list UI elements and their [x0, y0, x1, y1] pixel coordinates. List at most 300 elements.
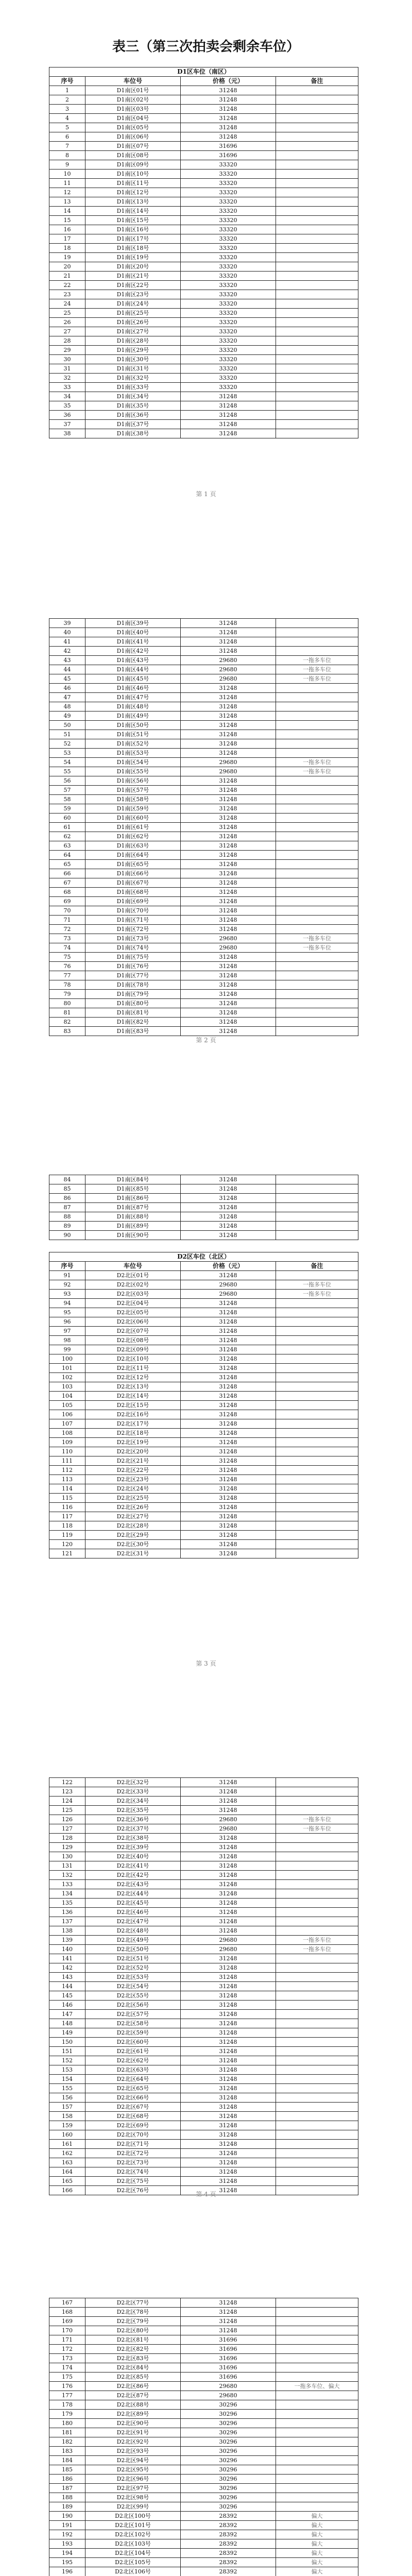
cell-price: 31248 [181, 721, 276, 730]
cell-id: D1南区49号 [85, 711, 181, 721]
cell-note [276, 2456, 358, 2465]
cell-no: 35 [49, 401, 85, 411]
cell-price: 31248 [181, 2112, 276, 2121]
cell-no: 196 [49, 2567, 85, 2576]
cell-price: 33320 [181, 364, 276, 374]
cell-id: D1南区59号 [85, 804, 181, 814]
table-row [49, 1540, 358, 1549]
cell-no: 147 [49, 2010, 85, 2019]
cell-id: D1南区71号 [85, 916, 181, 925]
cell-no: 185 [49, 2465, 85, 2475]
table-row [49, 401, 358, 411]
cell-id: D1南区19号 [85, 253, 181, 262]
cell-id: D2北区94号 [85, 2456, 181, 2465]
cell-id: D1南区82号 [85, 1018, 181, 1027]
table-row [49, 2010, 358, 2019]
cell-no: 130 [49, 1852, 85, 1861]
table-row [49, 693, 358, 702]
cell-note [276, 2502, 358, 2512]
document-title: 表三（第三次拍卖会剩余车位） [112, 39, 300, 55]
cell-id: D2北区18号 [85, 1429, 181, 1438]
cell-no: 100 [49, 1354, 85, 1364]
cell-price: 31248 [181, 1834, 276, 1843]
table-row [49, 123, 358, 132]
table-row [49, 429, 358, 438]
cell-note [276, 1512, 358, 1521]
cell-note [276, 2428, 358, 2437]
cell-no: 191 [49, 2521, 85, 2530]
table-row [49, 971, 358, 980]
cell-id: D1南区43号 [85, 656, 181, 665]
cell-price: 31248 [181, 2019, 276, 2028]
cell-id: D1南区40号 [85, 628, 181, 637]
cell-id: D1南区80号 [85, 999, 181, 1008]
cell-note [276, 1364, 358, 1373]
cell-price: 28392 [181, 2549, 276, 2558]
table-row [49, 1797, 358, 1806]
table-row [49, 1345, 358, 1354]
cell-note [276, 1871, 358, 1880]
cell-note: 偏大 [276, 2549, 358, 2558]
table-row [49, 188, 358, 197]
cell-price: 31696 [181, 2354, 276, 2363]
cell-price: 30296 [181, 2447, 276, 2456]
cell-id: D2北区104号 [85, 2549, 181, 2558]
cell-id: D1南区45号 [85, 674, 181, 684]
cell-note [276, 2093, 358, 2103]
cell-note [276, 429, 358, 438]
cell-price: 31248 [181, 693, 276, 702]
cell-no: 68 [49, 888, 85, 897]
table-row [49, 1194, 358, 1203]
table-row [49, 1008, 358, 1018]
cell-note [276, 420, 358, 429]
cell-id: D1南区72号 [85, 925, 181, 934]
cell-price: 33320 [181, 383, 276, 392]
cell-price: 31248 [181, 916, 276, 925]
cell-note [276, 2084, 358, 2093]
cell-note [276, 619, 358, 628]
table-row [49, 2521, 358, 2530]
table-row [49, 1778, 358, 1787]
cell-no: 186 [49, 2475, 85, 2484]
table-row [49, 2558, 358, 2567]
cell-no: 45 [49, 674, 85, 684]
cell-note [276, 1880, 358, 1889]
table-row [49, 151, 358, 160]
cell-no: 30 [49, 355, 85, 364]
cell-no: 54 [49, 758, 85, 767]
cell-no: 110 [49, 1447, 85, 1456]
cell-no: 36 [49, 411, 85, 420]
cell-note [276, 1008, 358, 1018]
cell-no: 85 [49, 1184, 85, 1194]
cell-id: D2北区70号 [85, 2130, 181, 2140]
cell-no: 99 [49, 1345, 85, 1354]
cell-note [276, 851, 358, 860]
cell-id: D1南区51号 [85, 730, 181, 739]
cell-note: 一拖多车位 [276, 674, 358, 684]
cell-no: 101 [49, 1364, 85, 1373]
cell-price: 31248 [181, 2001, 276, 2010]
cell-no: 169 [49, 2317, 85, 2326]
cell-no: 155 [49, 2084, 85, 2093]
cell-note [276, 1787, 358, 1797]
cell-no: 7 [49, 142, 85, 151]
cell-id: D1南区02号 [85, 95, 181, 105]
cell-price: 31248 [181, 1354, 276, 1364]
cell-note [276, 647, 358, 656]
cell-no: 19 [49, 253, 85, 262]
table-row [49, 1852, 358, 1861]
cell-no: 107 [49, 1419, 85, 1429]
cell-price: 31696 [181, 2372, 276, 2382]
cell-note [276, 86, 358, 95]
cell-price: 29680 [181, 758, 276, 767]
cell-note [276, 2484, 358, 2493]
cell-no: 156 [49, 2093, 85, 2103]
table-row [49, 1475, 358, 1484]
cell-no: 25 [49, 309, 85, 318]
cell-id: D2北区67号 [85, 2103, 181, 2112]
cell-id: D2北区48号 [85, 1926, 181, 1936]
cell-price: 31248 [181, 1212, 276, 1222]
cell-no: 120 [49, 1540, 85, 1549]
cell-no: 88 [49, 1212, 85, 1222]
table-row [49, 2391, 358, 2400]
cell-no: 12 [49, 188, 85, 197]
cell-id: D2北区84号 [85, 2363, 181, 2372]
table-row [49, 628, 358, 637]
cell-price: 31248 [181, 2093, 276, 2103]
cell-price: 31248 [181, 429, 276, 438]
cell-price: 33320 [181, 346, 276, 355]
cell-no: 3 [49, 105, 85, 114]
cell-price: 31248 [181, 2186, 276, 2195]
cell-note [276, 1456, 358, 1466]
cell-no: 84 [49, 1175, 85, 1184]
cell-no: 114 [49, 1484, 85, 1494]
table-row [49, 1212, 358, 1222]
cell-note [276, 2372, 358, 2382]
cell-id: D1南区70号 [85, 906, 181, 916]
cell-note [276, 971, 358, 980]
cell-id: D2北区79号 [85, 2317, 181, 2326]
cell-price: 31248 [181, 1926, 276, 1936]
table-row [49, 272, 358, 281]
table-row [49, 2363, 358, 2372]
table-row [49, 374, 358, 383]
cell-note [276, 1778, 358, 1787]
table-row [49, 980, 358, 990]
cell-note [276, 832, 358, 841]
cell-id: D2北区50号 [85, 1945, 181, 1954]
cell-id: D1南区46号 [85, 684, 181, 693]
cell-id: D1南区30号 [85, 355, 181, 364]
cell-note [276, 1908, 358, 1917]
cell-note [276, 170, 358, 179]
cell-no: 60 [49, 814, 85, 823]
cell-note [276, 739, 358, 749]
cell-note [276, 2140, 358, 2149]
cell-no: 166 [49, 2186, 85, 2195]
cell-note [276, 2038, 358, 2047]
cell-price: 31248 [181, 1494, 276, 1503]
table-row [49, 832, 358, 841]
table-row [49, 2001, 358, 2010]
table-row [49, 637, 358, 647]
cell-id: D1南区11号 [85, 179, 181, 188]
cell-price: 31248 [181, 906, 276, 916]
table-row [49, 2177, 358, 2186]
cell-price: 31248 [181, 1549, 276, 1558]
cell-id: D2北区83号 [85, 2354, 181, 2363]
table-row [49, 2317, 358, 2326]
header-price: 价格（元） [181, 77, 276, 86]
cell-price: 31248 [181, 1438, 276, 1447]
table-row [49, 878, 358, 888]
cell-no: 51 [49, 730, 85, 739]
cell-note [276, 2149, 358, 2158]
cell-id: D2北区24号 [85, 1484, 181, 1494]
cell-id: D2北区45号 [85, 1899, 181, 1908]
cell-note [276, 1231, 358, 1240]
cell-id: D1南区34号 [85, 392, 181, 401]
cell-price: 33320 [181, 272, 276, 281]
table-row [49, 383, 358, 392]
table-row [49, 1880, 358, 1889]
cell-no: 34 [49, 392, 85, 401]
cell-id: D2北区04号 [85, 1299, 181, 1308]
page-5 [0, 2287, 412, 2576]
table-row [49, 804, 358, 814]
cell-note [276, 711, 358, 721]
parking-table-page-1 [49, 67, 358, 438]
cell-id: D2北区96号 [85, 2475, 181, 2484]
cell-price: 29680 [181, 767, 276, 776]
cell-no: 63 [49, 841, 85, 851]
cell-no: 47 [49, 693, 85, 702]
cell-id: D2北区89号 [85, 2410, 181, 2419]
cell-price: 31248 [181, 1373, 276, 1382]
cell-price: 31248 [181, 1175, 276, 1184]
cell-no: 165 [49, 2177, 85, 2186]
cell-note: 一拖多车位 [276, 665, 358, 674]
cell-no: 116 [49, 1503, 85, 1512]
cell-price: 28392 [181, 2567, 276, 2576]
cell-price: 31248 [181, 2121, 276, 2130]
cell-note [276, 1843, 358, 1852]
cell-note [276, 2363, 358, 2372]
cell-id: D1南区04号 [85, 114, 181, 123]
cell-note [276, 1475, 358, 1484]
cell-price: 31248 [181, 1308, 276, 1317]
table-row [49, 2167, 358, 2177]
cell-no: 82 [49, 1018, 85, 1027]
cell-id: D2北区82号 [85, 2345, 181, 2354]
cell-price: 31248 [181, 1991, 276, 2001]
cell-id: D1南区39号 [85, 619, 181, 628]
cell-price: 30296 [181, 2484, 276, 2493]
cell-price: 28392 [181, 2539, 276, 2549]
cell-price: 31248 [181, 990, 276, 999]
cell-no: 176 [49, 2382, 85, 2391]
cell-note [276, 1797, 358, 1806]
cell-id: D1南区44号 [85, 665, 181, 674]
table-row [49, 2354, 358, 2363]
cell-no: 66 [49, 869, 85, 878]
cell-no: 20 [49, 262, 85, 272]
cell-id: D1南区36号 [85, 411, 181, 420]
cell-id: D2北区32号 [85, 1778, 181, 1787]
cell-note [276, 290, 358, 299]
table-row [49, 730, 358, 739]
cell-note [276, 1212, 358, 1222]
cell-id: D2北区66号 [85, 2093, 181, 2103]
table-row [49, 1373, 358, 1382]
table-row [49, 234, 358, 244]
header-id: 车位号 [85, 1262, 181, 1271]
cell-no: 2 [49, 95, 85, 105]
cell-id: D1南区37号 [85, 420, 181, 429]
cell-no: 170 [49, 2326, 85, 2335]
cell-id: D2北区103号 [85, 2539, 181, 2549]
cell-id: D2北区90号 [85, 2419, 181, 2428]
cell-price: 31248 [181, 1512, 276, 1521]
cell-no: 14 [49, 207, 85, 216]
cell-no: 150 [49, 2038, 85, 2047]
cell-note [276, 684, 358, 693]
cell-price: 33320 [181, 309, 276, 318]
cell-price: 30296 [181, 2419, 276, 2428]
cell-id: D2北区51号 [85, 1954, 181, 1963]
cell-id: D1南区83号 [85, 1027, 181, 1036]
table-row [49, 355, 358, 364]
cell-price: 31696 [181, 142, 276, 151]
cell-no: 174 [49, 2363, 85, 2372]
table-row [49, 2038, 358, 2047]
table-row [49, 2093, 358, 2103]
cell-price: 33320 [181, 374, 276, 383]
cell-no: 48 [49, 702, 85, 711]
cell-id: D1南区78号 [85, 980, 181, 990]
cell-no: 27 [49, 327, 85, 336]
page-3 [0, 1164, 412, 1731]
table-row [49, 2475, 358, 2484]
cell-note [276, 2437, 358, 2447]
cell-id: D2北区06号 [85, 1317, 181, 1327]
cell-price: 31248 [181, 786, 276, 795]
cell-note [276, 1438, 358, 1447]
table-row [49, 2493, 358, 2502]
cell-price: 28392 [181, 2521, 276, 2530]
cell-note [276, 1861, 358, 1871]
cell-price: 30296 [181, 2456, 276, 2465]
cell-no: 33 [49, 383, 85, 392]
cell-note [276, 1926, 358, 1936]
table-row [49, 619, 358, 628]
cell-note [276, 637, 358, 647]
cell-price: 31248 [181, 2010, 276, 2019]
cell-note [276, 1184, 358, 1194]
parking-table-page-2 [49, 618, 358, 1036]
cell-no: 132 [49, 1871, 85, 1880]
cell-price: 31248 [181, 1299, 276, 1308]
cell-price: 31248 [181, 420, 276, 429]
cell-id: D1南区12号 [85, 188, 181, 197]
table-row [49, 95, 358, 105]
cell-no: 102 [49, 1373, 85, 1382]
cell-id: D2北区17号 [85, 1419, 181, 1429]
cell-id: D1南区60号 [85, 814, 181, 823]
cell-price: 31248 [181, 953, 276, 962]
table-row [49, 925, 358, 934]
cell-no: 177 [49, 2391, 85, 2400]
cell-id: D2北区52号 [85, 1963, 181, 1973]
cell-id: D2北区15号 [85, 1401, 181, 1410]
table-row [49, 767, 358, 776]
table-row [49, 1861, 358, 1871]
cell-no: 16 [49, 225, 85, 234]
cell-price: 33320 [181, 281, 276, 290]
cell-note [276, 225, 358, 234]
cell-note [276, 1194, 358, 1203]
page-4 [0, 1762, 412, 2226]
table-row [49, 216, 358, 225]
header-id: 车位号 [85, 77, 181, 86]
cell-note [276, 2158, 358, 2167]
table-row [49, 869, 358, 878]
cell-note [276, 628, 358, 637]
cell-note [276, 962, 358, 971]
cell-price: 33320 [181, 318, 276, 327]
cell-price: 28392 [181, 2558, 276, 2567]
table-row [49, 2335, 358, 2345]
cell-note [276, 2010, 358, 2019]
table-row [49, 1203, 358, 1212]
cell-no: 10 [49, 170, 85, 179]
cell-no: 128 [49, 1834, 85, 1843]
table-row [49, 420, 358, 429]
table-row [49, 1494, 358, 1503]
cell-note [276, 188, 358, 197]
cell-id: D1南区21号 [85, 272, 181, 281]
table-row [49, 1549, 358, 1558]
cell-no: 18 [49, 244, 85, 253]
cell-note [276, 216, 358, 225]
cell-price: 33320 [181, 290, 276, 299]
cell-note [276, 1466, 358, 1475]
cell-no: 127 [49, 1824, 85, 1834]
table-row [49, 2539, 358, 2549]
cell-id: D2北区30号 [85, 1540, 181, 1549]
cell-note [276, 327, 358, 336]
cell-price: 31248 [181, 2326, 276, 2335]
table-row [49, 1484, 358, 1494]
cell-price: 31248 [181, 2317, 276, 2326]
cell-id: D1南区74号 [85, 943, 181, 953]
cell-price: 31248 [181, 2056, 276, 2065]
cell-price: 31696 [181, 2335, 276, 2345]
cell-no: 124 [49, 1797, 85, 1806]
cell-note [276, 346, 358, 355]
cell-price: 31248 [181, 823, 276, 832]
cell-note [276, 1494, 358, 1503]
cell-id: D2北区47号 [85, 1917, 181, 1926]
table-row [49, 1815, 358, 1824]
table-row [49, 160, 358, 170]
cell-price: 31248 [181, 795, 276, 804]
